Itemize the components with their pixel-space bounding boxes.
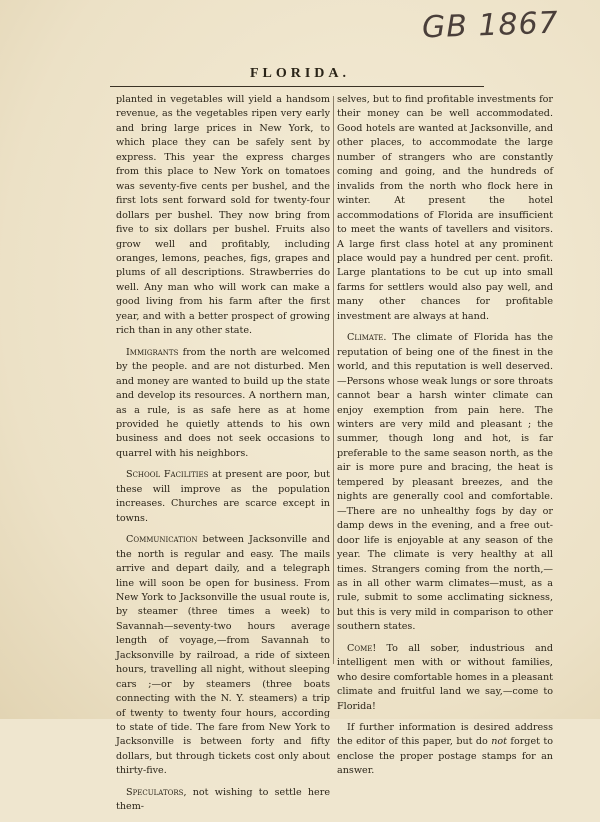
paragraph-vegetables: planted in vegetables will yield a handsom revenue, as the vegetables ripen very early and bring large prices in New York, to which place they can be safely sent by express. This year the express charges from this place to New York on tomatoes was seventy-five cents per bushel, and the first lots sent forward sold for twenty-four dollars per bushel. They now bring from five to six dollars per bushel. Fruits also grow well and profitably, including oranges, lemons, peaches, figs, grapes and plums of all descriptions. Strawberries do well. Any man who will work can make a good living from his farm after the first year, and with a better prospect of growing rich than in any other state. xyxy=(116,94,330,337)
paragraph-immigrants: Immigrants from the north are welcomed by the people. and are not disturbed. Men and money are wanted to build up the state and develop its resources. A northern man, as a rule, is as safe here as at home provided he quietly attends to his own business and does not seek occasions to quarrel with his neighbors. xyxy=(116,346,330,459)
paragraph-speculators: Speculators, not wishing to settle here them- xyxy=(116,786,330,813)
section-heading: Communication xyxy=(126,534,198,546)
section-heading: Come! xyxy=(347,642,377,654)
left-column xyxy=(116,93,330,822)
header-divider xyxy=(110,86,484,87)
section-heading: Immigrants xyxy=(126,346,179,358)
page-title: FLORIDA. xyxy=(249,66,351,81)
section-heading: Speculators, xyxy=(126,786,187,798)
paragraph-investments: selves, but to find profitable investments for their money can be well accommodated. Good hotels are wanted at Jacksonville, and other places, to accommodate the large number of strangers who are constantly coming and going, and the hundreds of invalids from the north who flock here in winter. At present the hotel accommodations of Florida are insufficient to meet the wants of tavellers and visitors. A large first class hotel at any prominent place would pay a hundred per cent. profit. Large plantations to be cut up into small farms for settlers would also pay well, and many other chances for profitable investment are always at hand. xyxy=(337,94,553,322)
paragraph-come: Come! To all sober, industrious and intelligent men with or without families, who desire comfortable homes in a pleasant climate and fruitful land we say,—come to Florida! xyxy=(337,642,553,712)
section-heading: Climate. xyxy=(347,332,387,344)
paragraph-climate: Climate. The climate of Florida has the reputation of being one of the finest in the world, and this reputation is well deserved.—Persons whose weak lungs or sore throats cannot bear a harsh winter climate can enjoy exemption from pain here. The winters are very mild and pleasant ; the summer, though long and hot, is far preferable to the same season north, as the air is more pure and bracing, the heat is tempered by pleasant breezes, and the nights are generally cool and comfortable.—There are no unhealthy fogs by day or damp dews in the evening, and a free out-door life is enjoyable at any season of the year. The climate is very healthy at all times. Strangers coming from the north,—as in all other warm climates—must, as a rule, submit to some acclimating sickness, but this is very mild in comparison to other southern states. xyxy=(337,332,553,633)
section-heading: School Facilities xyxy=(126,469,209,481)
handwritten-annotation: GB 1867 xyxy=(421,5,560,46)
column-divider xyxy=(333,96,334,664)
paragraph-further-information: If further information is desired address the editor of this paper, but do not forget to enclose the proper postage stamps for an answer. xyxy=(337,722,553,777)
paragraph-school-facilities: School Facilities at present are poor, but these will improve as the population increases. Churches are scarce except in towns. xyxy=(116,469,331,524)
right-column xyxy=(337,93,553,786)
paragraph-communication: Communication between Jacksonville and the north is regular and easy. The mails arrive and depart daily, and a telegraph line will soon be open for business. From New York to Jacksonville the usual route is, by steamer (three times a week) to Savannah—seventy-two hours average length of voyage,—from Savannah to Jacksonville by railroad, a ride of sixteen hours, travelling all night, without sleeping cars ;—or by steamers (three boats connecting with the N. Y. steamers) a trip of twenty to twenty four hours, according to state of tide. The fare from New York to Jacksonville is between forty and fifty dollars, but through tickets cost only about thirty-five. xyxy=(116,534,330,777)
emphasis-not: not xyxy=(491,736,508,748)
